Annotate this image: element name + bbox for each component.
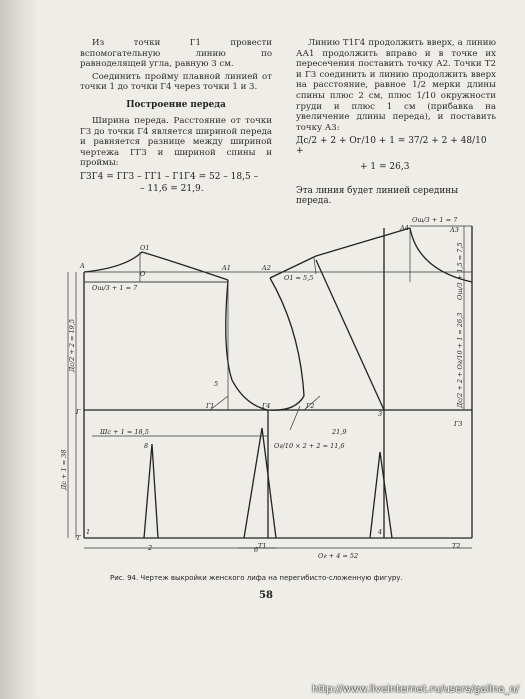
- dim-osh-top: Ош/3 + 1 = 7: [412, 216, 458, 224]
- section-heading: Построение переда: [126, 100, 226, 110]
- watermark-url: http://www.liveinternet.ru/users/galina_o/: [312, 684, 519, 695]
- dim-bottom: Ог + 4 = 52: [318, 552, 359, 560]
- label-num-2: 2: [148, 544, 153, 552]
- right-final-line: Эта линия будет линией середины переда.: [296, 186, 459, 206]
- label-T: Т: [76, 534, 81, 542]
- left-formula-line-2: – 11,6 = 21,9.: [140, 184, 204, 194]
- label-num-3: 3: [378, 410, 383, 418]
- label-num-1: 1: [86, 528, 91, 536]
- draft-construction-lines: [68, 226, 472, 548]
- dim-osh-right: Ош/3 + 1,5 = 7,5: [456, 242, 464, 300]
- dim-21-9: 21,9: [332, 428, 347, 436]
- left-paragraph-3: Ширина переда. Расстояние от точки Г3 до точки Г4 является шириной переда и равняется разнице между шириной чертежа ГГ3 и шириной спины и проймы:: [80, 116, 272, 169]
- dim-dc-left: Дс/2 + 2 = 19,5: [68, 318, 76, 372]
- label-num-4: 4: [378, 528, 383, 536]
- label-G4: Г4: [262, 402, 271, 410]
- label-G2: Г2: [306, 402, 315, 410]
- label-G: Г: [76, 408, 81, 416]
- page-number: 58: [259, 590, 273, 601]
- label-T2: Т2: [452, 542, 461, 550]
- dim-o1: O1 ≈ 5,5: [284, 274, 314, 282]
- dim-right-long: Дс/2 + 2 + Ог/10 + 1 = 26,3: [456, 312, 464, 408]
- label-A2: A2: [262, 264, 271, 272]
- left-formula-line-1: Г3Г4 = ГГ3 – ГГ1 – Г1Г4 = 52 – 18,5 –: [80, 172, 259, 182]
- label-num-5: 5: [214, 380, 219, 388]
- label-A3: A3: [450, 226, 459, 234]
- dim-og-mid: Ог/10 × 2 + 2 = 11,6: [274, 442, 345, 450]
- dim-wc: Шс + 1 = 18,5: [100, 428, 149, 436]
- label-G1: Г1: [206, 402, 215, 410]
- label-G3: Г3: [454, 420, 463, 428]
- label-A1: A1: [222, 264, 231, 272]
- dim-osh-left: Ош/3 + 1 = 7: [92, 284, 138, 292]
- right-formula-line-1: Дс/2 + 2 + Ог/10 + 1 = 37/2 + 2 + 48/10 +: [296, 136, 487, 156]
- label-T1: Т1: [258, 542, 267, 550]
- figure-caption: Рис. 94. Чертеж выкройки женского лифа на перегибисто-сложенную фигуру.: [110, 574, 403, 582]
- right-paragraph-1: Линию Т1Г4 продолжить вверх, а линию АА1 продолжить вправо и в точке их пересечения поставить точку А2. Точки Т2 и Г3 соединить и линию продолжить вверх на расстояние, равное 1/2 мерки длины спины плюс 2 см, плюс 1/10 окружности груди и плюс 1 см (прибавка на увеличение длины переда), и поставить точку А3:: [296, 38, 496, 133]
- label-A: A: [80, 262, 85, 270]
- label-A4: A4: [400, 224, 409, 232]
- right-formula-line-2: + 1 = 26,3: [360, 162, 410, 172]
- dim-dc-full: Дс + 1 = 38: [60, 449, 68, 490]
- label-num-8: 8: [144, 442, 149, 450]
- left-paragraph-2: Соединить пройму плавной линией от точки 1 до точки Г4 через точки 1 и 3.: [80, 71, 272, 93]
- left-paragraph-1: Из точки Г1 провести вспомогательную линию по равноделящей угла, равную 3 см.: [80, 38, 272, 70]
- label-num-6: 6: [254, 546, 259, 554]
- label-O1: O1: [140, 244, 150, 252]
- label-O: O: [140, 270, 146, 278]
